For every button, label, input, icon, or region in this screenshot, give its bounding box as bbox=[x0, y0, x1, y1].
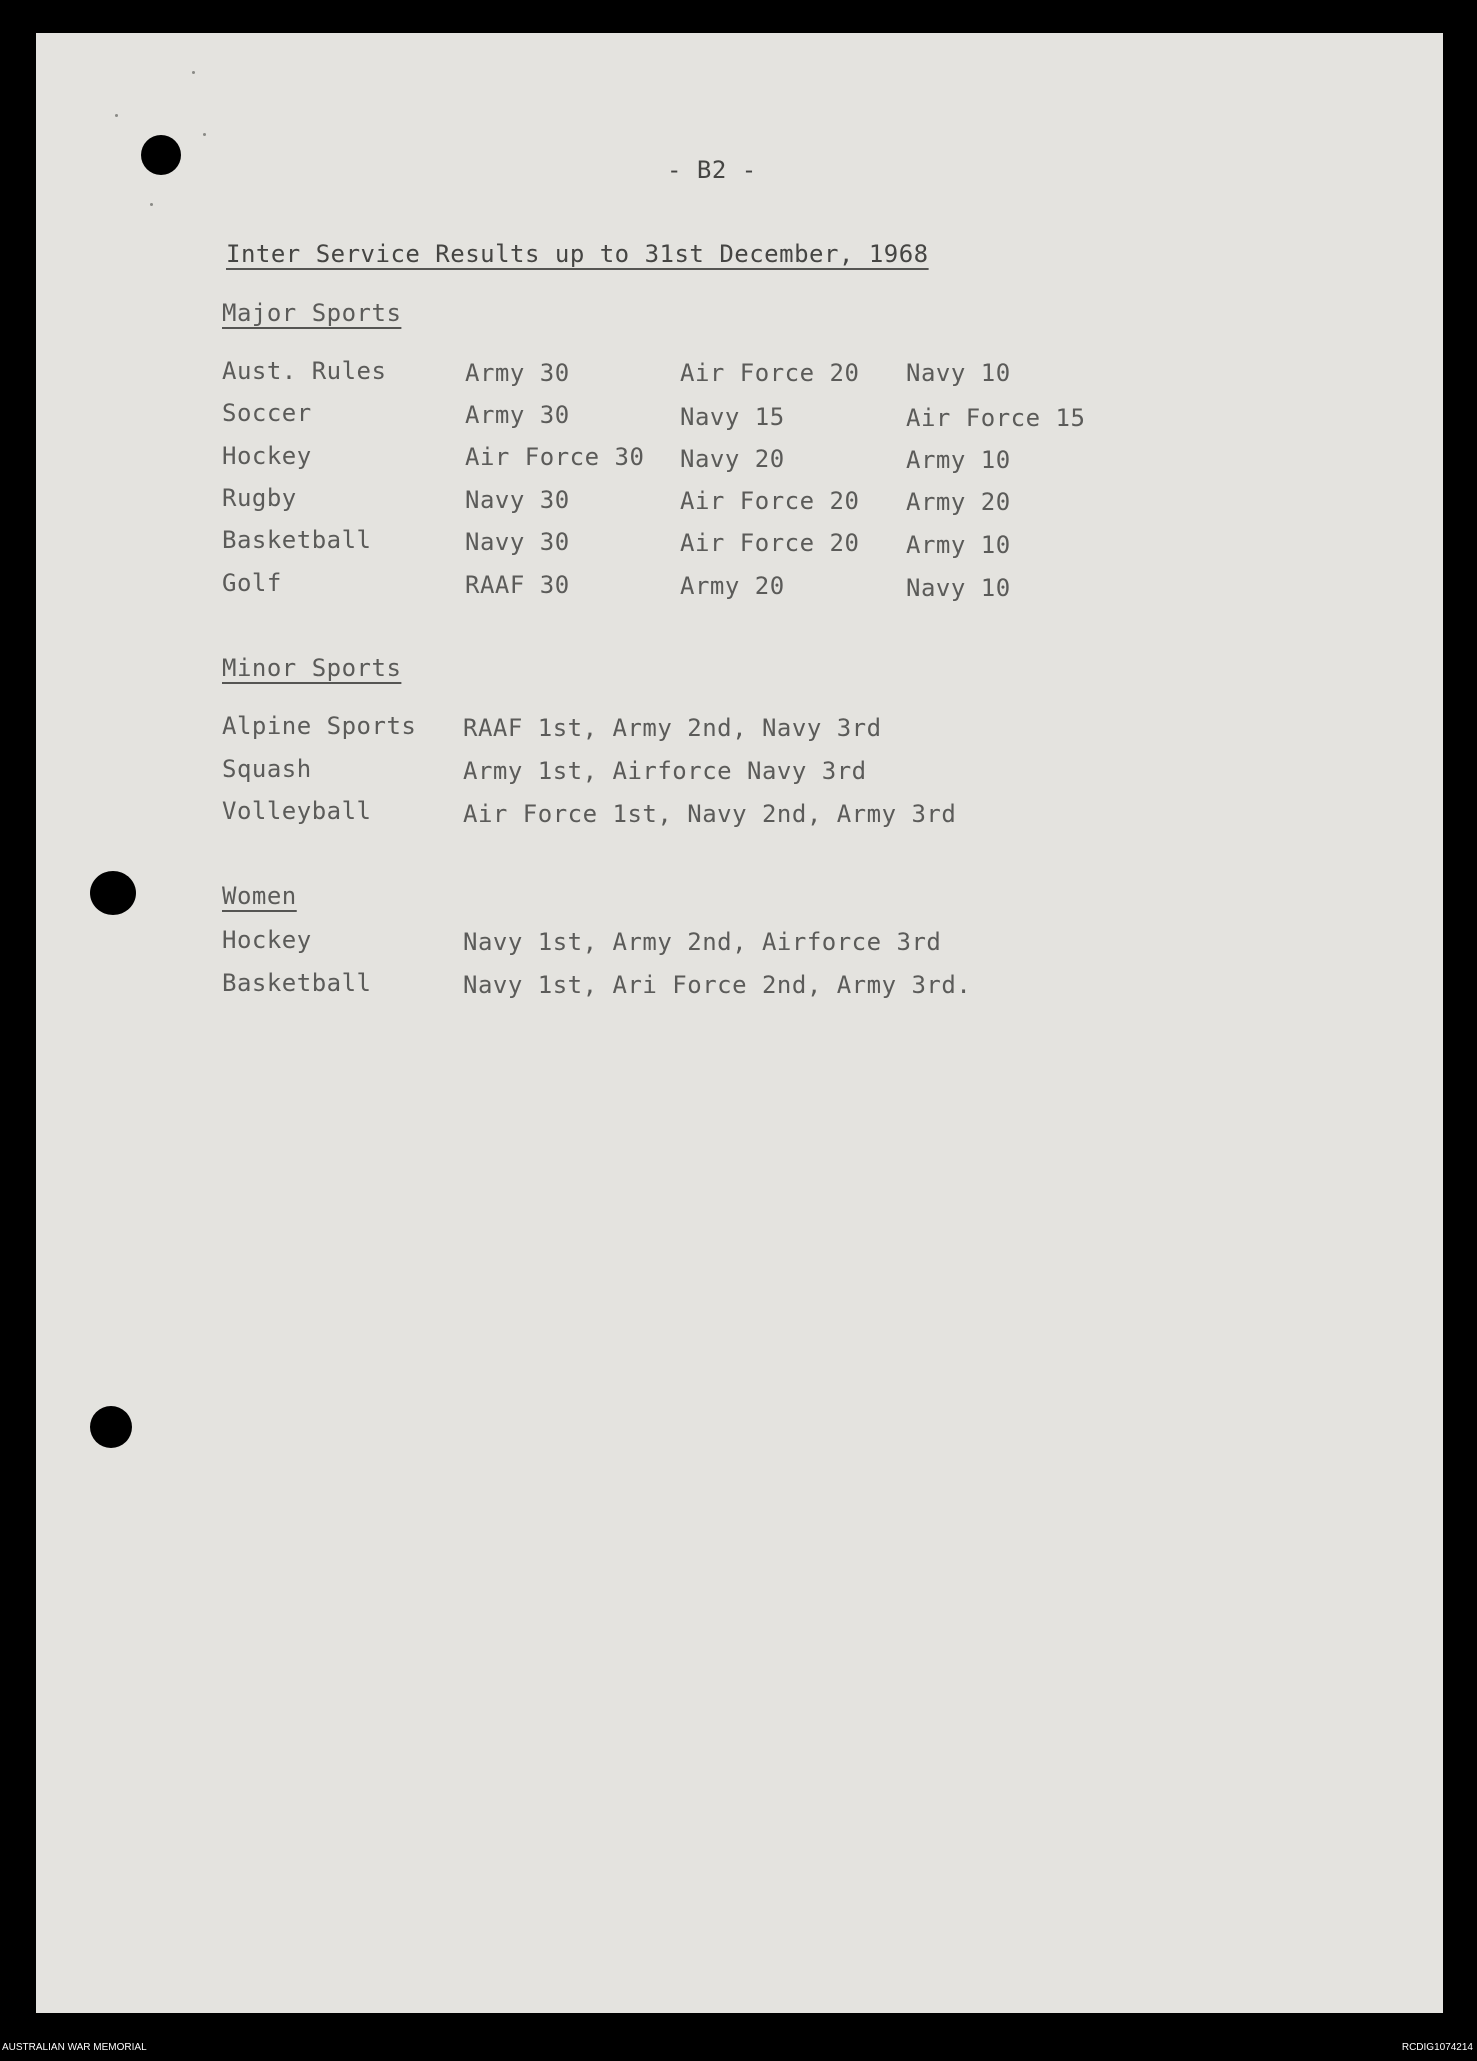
section-heading-women: Women bbox=[222, 882, 297, 910]
second-place: Air Force 20 bbox=[680, 487, 860, 515]
third-place: Air Force 15 bbox=[906, 404, 1086, 432]
punch-hole bbox=[141, 135, 181, 175]
sport-name: Alpine Sports bbox=[222, 712, 417, 740]
first-place: Navy 30 bbox=[465, 486, 570, 514]
footer-institution: AUSTRALIAN WAR MEMORIAL bbox=[2, 2042, 147, 2053]
sport-name: Aust. Rules bbox=[222, 357, 387, 385]
third-place: Army 10 bbox=[906, 446, 1011, 474]
sport-name: Squash bbox=[222, 755, 312, 783]
result-text: Navy 1st, Army 2nd, Airforce 3rd bbox=[463, 928, 942, 956]
sport-name: Volleyball bbox=[222, 797, 372, 825]
third-place: Army 10 bbox=[906, 531, 1011, 559]
section-heading-minor: Minor Sports bbox=[222, 654, 402, 682]
document-title: Inter Service Results up to 31st December, 1968 bbox=[226, 240, 929, 268]
section-heading-major: Major Sports bbox=[222, 299, 402, 327]
punch-hole bbox=[90, 871, 136, 915]
second-place: Navy 20 bbox=[680, 445, 785, 473]
sport-name: Basketball bbox=[222, 969, 372, 997]
punch-hole bbox=[90, 1406, 132, 1448]
sport-name: Rugby bbox=[222, 484, 297, 512]
third-place: Navy 10 bbox=[906, 574, 1011, 602]
sport-name: Basketball bbox=[222, 526, 372, 554]
result-text: Air Force 1st, Navy 2nd, Army 3rd bbox=[463, 800, 957, 828]
footer-record-id: RCDIG1074214 bbox=[1401, 2042, 1473, 2053]
first-place: Army 30 bbox=[465, 359, 570, 387]
second-place: Army 20 bbox=[680, 572, 785, 600]
sport-name: Soccer bbox=[222, 399, 312, 427]
paper-speck bbox=[150, 203, 153, 206]
paper-speck bbox=[203, 133, 206, 136]
third-place: Army 20 bbox=[906, 488, 1011, 516]
first-place: Air Force 30 bbox=[465, 443, 645, 471]
sport-name: Golf bbox=[222, 569, 282, 597]
first-place: Army 30 bbox=[465, 401, 570, 429]
second-place: Air Force 20 bbox=[680, 359, 860, 387]
result-text: RAAF 1st, Army 2nd, Navy 3rd bbox=[463, 714, 882, 742]
paper-speck bbox=[115, 114, 118, 117]
result-text: Navy 1st, Ari Force 2nd, Army 3rd. bbox=[463, 971, 972, 999]
sport-name: Hockey bbox=[222, 926, 312, 954]
first-place: Navy 30 bbox=[465, 528, 570, 556]
sport-name: Hockey bbox=[222, 442, 312, 470]
second-place: Air Force 20 bbox=[680, 529, 860, 557]
result-text: Army 1st, Airforce Navy 3rd bbox=[463, 757, 867, 785]
paper-speck bbox=[192, 71, 195, 74]
page-number: - B2 - bbox=[667, 156, 757, 184]
first-place: RAAF 30 bbox=[465, 571, 570, 599]
document-page bbox=[36, 33, 1443, 2013]
third-place: Navy 10 bbox=[906, 359, 1011, 387]
second-place: Navy 15 bbox=[680, 403, 785, 431]
